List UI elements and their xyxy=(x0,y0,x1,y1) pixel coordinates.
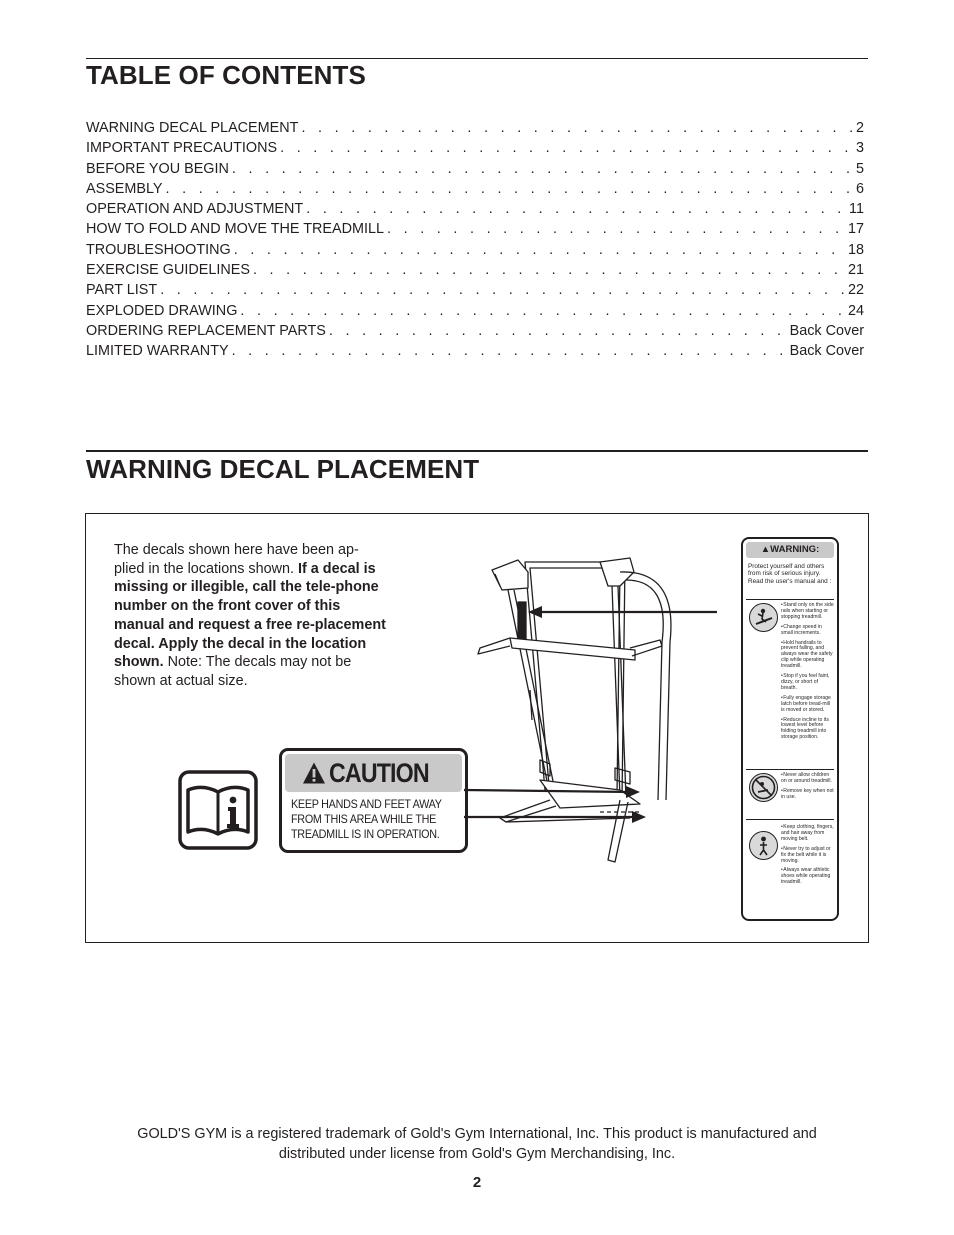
section-rule xyxy=(86,450,868,452)
no-children-icon xyxy=(749,773,778,802)
warning-group-2 xyxy=(781,773,835,805)
warning-group-3 xyxy=(781,825,835,890)
warning-decal-divider xyxy=(746,599,834,600)
warning-decal-title: WARNING: xyxy=(770,544,820,555)
intro-bold: If a decal is missing or illegible, call the tele-phone number on the front cover of this manual and request a free re-placement decal. Apply the decal in the location shown. xyxy=(114,560,386,671)
trademark-line: GOLD'S GYM is a registered trademark of Gold's Gym International, Inc. This product is manufactured and xyxy=(137,1126,817,1142)
toc-entry-page: 11 xyxy=(849,201,864,218)
toc-entry-label: IMPORTANT PRECAUTIONS xyxy=(86,140,278,157)
toc-entry xyxy=(86,199,864,219)
toc-leader-dots xyxy=(160,280,845,300)
toc-entry-page: 24 xyxy=(847,302,864,319)
toc-entry-label: WARNING DECAL PLACEMENT xyxy=(86,120,299,136)
warning-item: • Reduce incline to its lowest level before folding treadmill into storage position. xyxy=(781,718,835,742)
toc-entry-label: BEFORE YOU BEGIN xyxy=(86,160,229,177)
moving-belt-hazard-icon xyxy=(749,831,778,860)
toc-entry-page: 17 xyxy=(847,221,864,238)
toc-list xyxy=(86,118,864,362)
warning-decal xyxy=(741,537,839,921)
toc-entry-page: 2 xyxy=(855,120,864,136)
caution-title: CAUTION xyxy=(329,757,429,788)
toc-leader-dots xyxy=(240,301,845,321)
toc-leader-dots xyxy=(329,321,787,341)
toc-leader-dots xyxy=(280,138,853,158)
trademark-notice xyxy=(86,1125,868,1164)
toc-entry xyxy=(86,240,864,260)
caution-line: FROM THIS AREA WHILE THE xyxy=(291,813,437,826)
warning-item: • Remove key when not in use. xyxy=(781,789,835,801)
toc-entry-label: LIMITED WARRANTY xyxy=(86,343,229,360)
toc-entry xyxy=(86,280,864,300)
toc-entry-page: 22 xyxy=(847,282,864,299)
trademark-line: distributed under license from Gold's Gym Merchandising, Inc. xyxy=(278,1145,676,1162)
toc-leader-dots xyxy=(253,260,845,280)
warning-decal-header: ▲WARNING: xyxy=(746,542,834,558)
toc-entry xyxy=(86,341,864,361)
toc-entry xyxy=(86,159,864,179)
decal-intro-text xyxy=(114,541,386,691)
intro-plain-1: The decals shown here have been ap-plied in the locations shown. xyxy=(114,542,359,577)
caution-header xyxy=(285,754,462,792)
warning-item: • Fully engage storage latch before tread-mill is moved or stored. xyxy=(781,696,835,714)
toc-leader-dots xyxy=(234,240,845,260)
toc-entry-label: EXERCISE GUIDELINES xyxy=(86,262,250,279)
toc-leader-dots xyxy=(166,179,853,199)
warning-item: • Change speed in small increments. xyxy=(781,625,835,637)
toc-leader-dots xyxy=(306,199,846,219)
top-rule xyxy=(86,58,868,59)
toc-entry xyxy=(86,260,864,280)
toc-entry xyxy=(86,219,864,239)
warning-decal-intro: Protect yourself and others from risk of serious injury. Read the user's manual and : xyxy=(748,563,832,585)
toc-leader-dots xyxy=(301,118,853,138)
toc-entry-label: OPERATION AND ADJUSTMENT xyxy=(86,201,304,218)
warning-group-1 xyxy=(781,603,835,745)
warning-item: • Stop if you feel faint, dizzy, or short of breath. xyxy=(781,674,835,692)
caution-line: KEEP HANDS AND FEET AWAY xyxy=(291,798,442,811)
toc-entry xyxy=(86,301,864,321)
toc-entry-page: 3 xyxy=(855,140,864,157)
warning-item: • Always wear athletic shoes while operating treadmill. xyxy=(781,868,835,886)
caution-line: TREADMILL IS IN OPERATION. xyxy=(291,828,440,841)
decal-pointer-arrows xyxy=(462,580,752,830)
toc-entry-label: ASSEMBLY xyxy=(86,180,163,197)
toc-entry xyxy=(86,321,864,341)
warning-triangle-icon xyxy=(302,761,326,785)
toc-entry-label: EXPLODED DRAWING xyxy=(86,302,238,319)
page-number: 2 xyxy=(472,1174,482,1191)
toc-title: TABLE OF CONTENTS xyxy=(86,60,366,90)
toc-entry-page: 18 xyxy=(847,241,864,258)
warning-item: • Never allow children on or around treadmill. xyxy=(781,773,835,785)
warning-item: • Stand only on the side rails when starting or stopping treadmill. xyxy=(781,603,835,621)
treadmill-fall-icon xyxy=(749,603,778,632)
warning-decal-divider xyxy=(746,819,834,820)
toc-leader-dots xyxy=(232,159,853,179)
toc-entry xyxy=(86,138,864,158)
toc-leader-dots xyxy=(387,219,845,239)
warning-item: • Keep clothing, fingers, and hair away from moving belt. xyxy=(781,825,835,843)
warning-section-title: WARNING DECAL PLACEMENT xyxy=(86,454,480,484)
toc-entry-page: 5 xyxy=(855,160,864,177)
toc-entry-label: TROUBLESHOOTING xyxy=(86,241,231,258)
toc-entry-page: Back Cover xyxy=(789,322,864,339)
toc-entry xyxy=(86,118,864,138)
caution-decal xyxy=(279,748,468,853)
toc-leader-dots xyxy=(232,341,787,361)
intro-plain-2: Note: The decals may not be shown at actual size. xyxy=(114,654,352,689)
toc-entry xyxy=(86,179,864,199)
warning-item: • Hold handrails to prevent falling, and always wear the safety clip while operating treadmill. xyxy=(781,641,835,671)
warning-decal-divider xyxy=(746,769,834,770)
toc-entry-label: PART LIST xyxy=(86,282,158,299)
toc-entry-label: HOW TO FOLD AND MOVE THE TREADMILL xyxy=(86,221,384,238)
toc-entry-page: 6 xyxy=(855,180,864,197)
read-manual-icon xyxy=(178,770,258,850)
toc-entry-page: 21 xyxy=(847,262,864,279)
warning-item: • Never try to adjust or fix the belt while it is moving. xyxy=(781,847,835,865)
caution-text xyxy=(291,797,447,842)
toc-entry-label: ORDERING REPLACEMENT PARTS xyxy=(86,322,326,339)
toc-entry-page: Back Cover xyxy=(789,343,864,360)
